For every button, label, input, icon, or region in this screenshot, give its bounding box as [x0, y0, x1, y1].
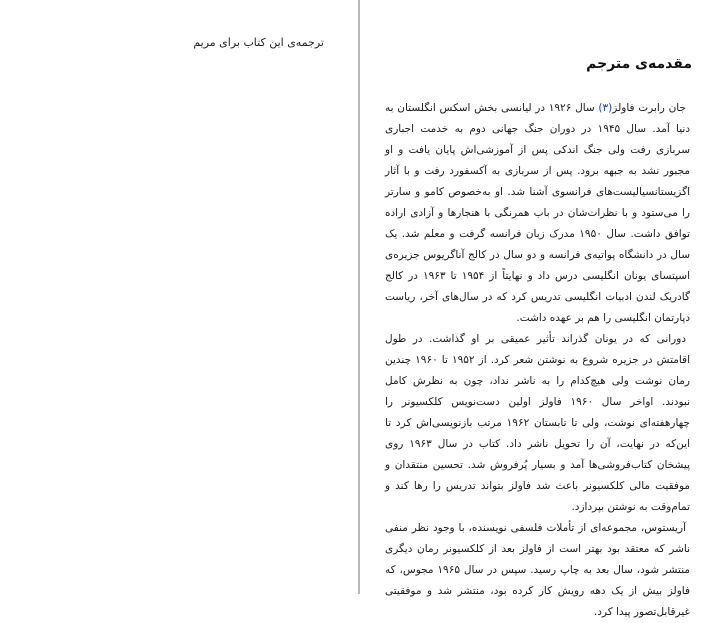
chapter-heading: مقدمه‌ی مترجم: [586, 56, 692, 72]
body-text: [385, 98, 690, 623]
paragraph-3: آریستوس، مجموعه‌ای از تأملات فلسفی نویسنده، با وجود نظر منفی ناشر که معتقد بود بهتر است از فاولز بعد از کلکسیونر رمان دیگری منتشر شود، سال بعد به چاپ رسید. سپس در سال ۱۹۶۵ مجوس، که فاولز بیش از یک دهه رویش کار کرده بود، منتشر شد و موفقیتی غیرقابل‌تصور پیدا کرد.: [385, 522, 690, 618]
paragraph-1-rest: سال ۱۹۲۶ در لیانسی بخش اسکس انگلستان به دنیا آمد. سال ۱۹۴۵ در دوران جنگ جهانی دوم به خدمت اجباری سربازی رفت ولی جنگ اندکی پس از آموزشی‌اش پایان یافت و او مجبور نشد به جبهه برود. پس از سربازی به آکسفورد رفت و با آثار اگزیستانسیالیست‌های فرانسوی آشنا شد. او به‌خصوص کامو و سارتر را می‌ستود و با نظرات‌شان در باب همرنگی با هنجارها و آزادی اراده توافق داشت. سال ۱۹۵۰ مدرک زبان فرانسه گرفت و معلم شد. یک سال در دانشگاه پواتیه‌ی فرانسه و دو سال در کالج آناگریوس جزیره‌ی اسپتسای یونان انگلیسی درس داد و نهایتاً از ۱۹۵۴ تا ۱۹۶۳ در کالج گادریک لندن ادبیات انگلیسی تدریس کرد که در سال‌های آخر، ریاست دپارتمان انگلیسی را هم بر عهده داشت.: [385, 102, 690, 324]
paragraph-2: دورانی که در یونان گذراند تأثیر عمیقی بر او گذاشت. در طول اقامتش در جزیره شروع به نوشتن شعر کرد. از ۱۹۵۲ تا ۱۹۶۰ چندین رمان نوشت ولی هیچ‌کدام را به ناشر نداد، چون به نظرش کامل نبودند. اواخر سال ۱۹۶۰ فاولز اولین دست‌نویس کلکسیونر را چهارهفته‌ای نوشت، ولی تا تابستان ۱۹۶۲ مرتب بازنویسی‌اش کرد تا این‌که در نهایت، آن را تحویل ناشر داد. کتاب در سال ۱۹۶۳ روی پیشخان کتاب‌فروشی‌ها آمد و بسیار پُرفروش شد. تحسین منتقدان و موفقیت مالی کلکسیونر باعث شد فاولز بتواند تدریس را رها کند و تمام‌وقت به نوشتن بپردازد.: [385, 333, 691, 513]
right-page: [360, 0, 722, 618]
dedication-text: ترجمه‌ی این کتاب برای مریم: [193, 36, 324, 49]
left-page: [0, 0, 358, 594]
paragraph-1: [385, 98, 690, 329]
footnote-ref-link[interactable]: (۳): [598, 102, 613, 114]
paragraph-1-start: جان رابرت فاولز: [612, 102, 686, 114]
